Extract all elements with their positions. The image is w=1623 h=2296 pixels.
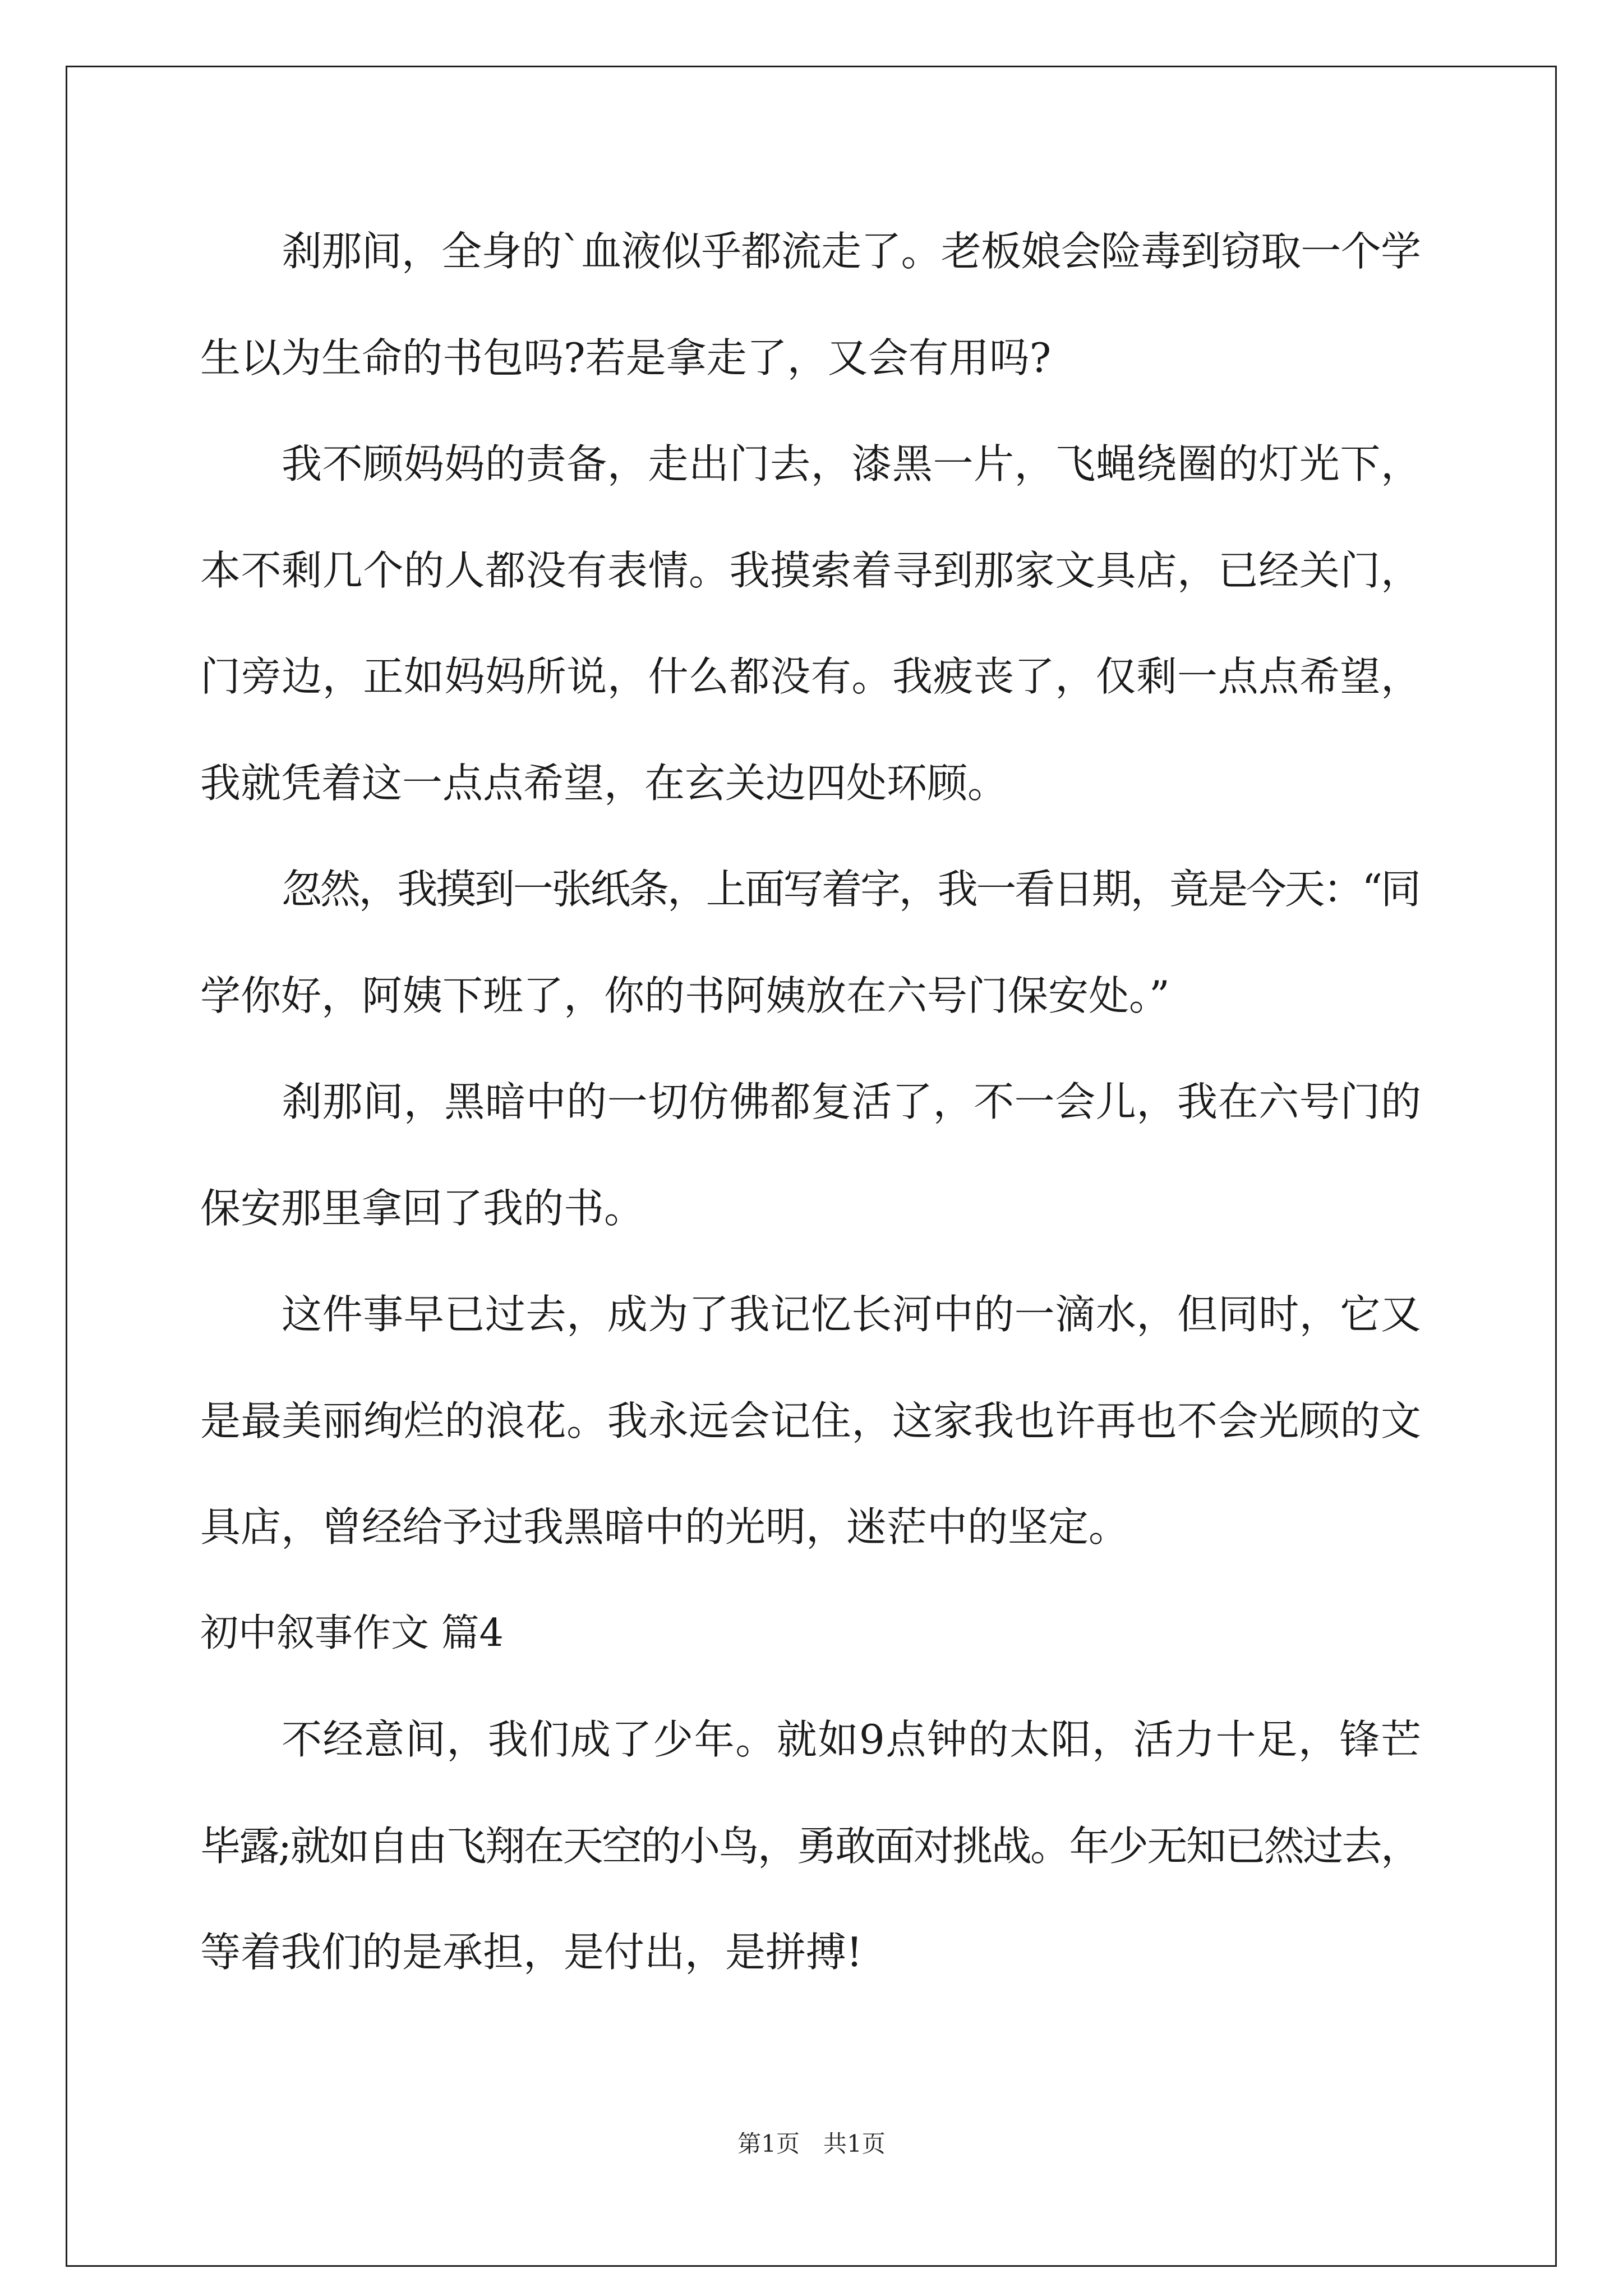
text-line [200, 1496, 1421, 1558]
text-line [282, 1283, 1421, 1345]
text-line [200, 1390, 1421, 1452]
section-heading-text: 初中叙事作文 篇4 [200, 1611, 504, 1655]
text-line-content: 学你好，阿姨下班了，你的书阿姨放在六号门保安处。” [200, 972, 1170, 1019]
text-line [200, 965, 1421, 1027]
text-line-content: 是最美丽绚烂的浪花。我永远会记住，这家我也许再也不会光顾的文 [200, 1397, 1422, 1444]
page-number: 第1页 共1页 [737, 2130, 886, 2157]
text-line-content: 毕露;就如自由飞翔在天空的小鸟，勇敢面对挑战。年少无知已然过去， [200, 1823, 1420, 1870]
text-line [200, 327, 1421, 389]
text-line-content: 刹那间，全身的`血液似乎都流走了。老板娘会险毒到窃取一个学 [282, 228, 1421, 275]
text-line [282, 858, 1421, 920]
text-line [282, 220, 1421, 282]
section-heading [200, 1603, 1421, 1664]
text-line [282, 433, 1421, 495]
text-line-content: 忽然，我摸到一张纸条，上面写着字，我一看日期，竟是今天：“同 [282, 866, 1419, 913]
text-line-content: 我就凭着这一点点希望，在玄关边四处环顾。 [200, 760, 1008, 807]
text-line [282, 1709, 1421, 1770]
text-line [200, 1177, 1421, 1239]
text-line-content: 本不剩几个的人都没有表情。我摸索着寻到那家文具店，已经关门， [200, 547, 1422, 594]
text-line-content: 这件事早已过去，成为了我记忆长河中的一滴水，但同时，它又 [282, 1291, 1422, 1338]
text-line-content: 刹那间，黑暗中的一切仿佛都复活了，不一会儿，我在六号门的 [282, 1078, 1422, 1125]
text-line-content: 具店，曾经给予过我黑暗中的光明，迷茫中的坚定。 [200, 1503, 1129, 1550]
text-line [282, 1071, 1421, 1133]
text-line-content: 不经意间，我们成了少年。就如9点钟的太阳，活力十足，锋芒 [282, 1716, 1422, 1763]
text-line [200, 752, 1421, 814]
text-line-content: 我不顾妈妈的责备，走出门去，漆黑一片，飞蝇绕圈的灯光下， [282, 440, 1422, 487]
text-line-content: 生以为生命的书包吗?若是拿走了，又会有用吗? [200, 334, 1052, 381]
text-line [200, 1815, 1421, 1877]
text-line-content: 门旁边，正如妈妈所说，什么都没有。我疲丧了，仅剩一点点希望， [200, 653, 1422, 700]
text-line [200, 1921, 1421, 1983]
text-line [200, 646, 1421, 707]
text-line [200, 540, 1421, 601]
text-line-content: 等着我们的是承担，是付出，是拼搏! [200, 1929, 863, 1976]
text-line-content: 保安那里拿回了我的书。 [200, 1185, 645, 1232]
